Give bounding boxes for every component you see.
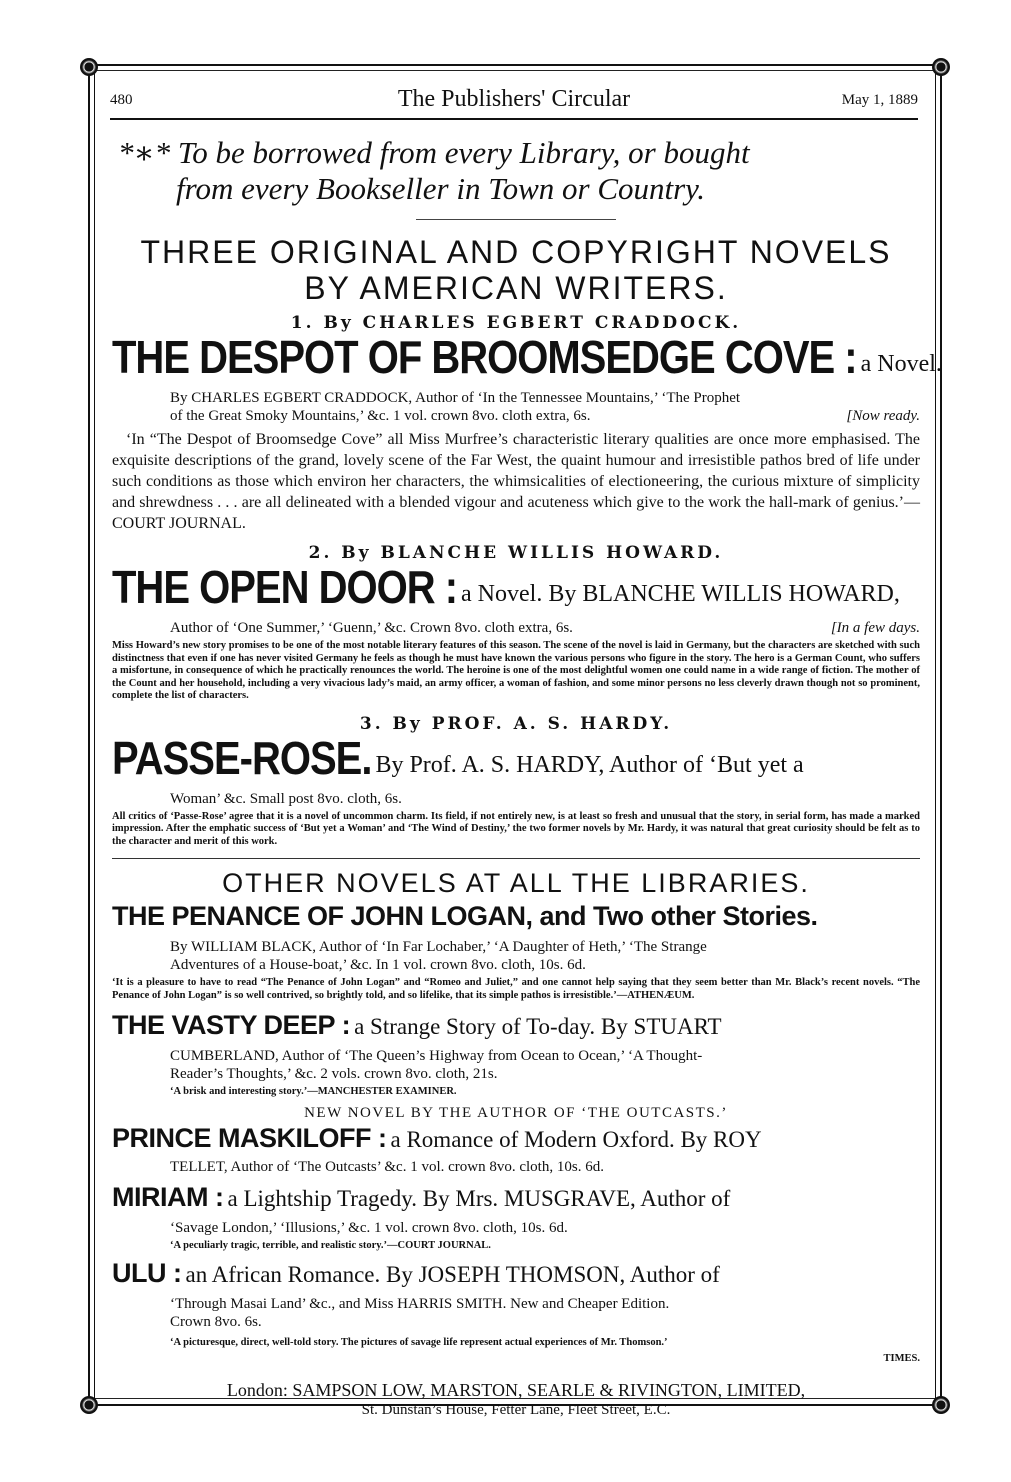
right-border-inner xyxy=(935,60,936,1412)
running-header xyxy=(110,86,918,114)
divider xyxy=(112,858,920,859)
book-3-title-line xyxy=(112,733,920,790)
book-2-review: Miss Howard’s new story promises to be one of the most notable literary features of this season. The scene of the novel is laid in Germany, but the characters are sketched with such distinctness that even if one has never visited Germany he feels as though he must have known the various persons who figure in the story. The hero is a German Count, who suffers a misfortune, in consequence of which he practically renounces the world. The heroine is one of the most delightful women one could name in a wide range of fiction. The mother of the Count and her household, including a very vivacious lady’s maid, an army officer, a woman of fashion, and some minor persons no less cleverly drawn though not so prominent, complete the list of characters. xyxy=(112,640,920,701)
vasty-title-line xyxy=(112,1008,920,1047)
maskiloff-title-suffix: a Romance of Modern Oxford. By ROY xyxy=(390,1126,762,1152)
issue-date: May 1, 1889 xyxy=(841,92,918,108)
ulu-title-line xyxy=(112,1256,920,1295)
miriam-title: MIRIAM : xyxy=(112,1181,224,1212)
book-3-title: PASSE-ROSE. xyxy=(112,733,372,784)
book-3-review: All critics of ‘Passe-Rose’ agree that it is a novel of uncommon charm. Its field, if not entirely new, is at least so fresh and unusual that the story, in serial form, has made a marked impression. After the emphatic success of ‘But yet a Woman’ and ‘The Wind of Destiny,’ the two former novels by Mr. Hardy, it was natural that great curiosity should be felt as to the character and merit of this work. xyxy=(112,810,920,847)
logan-title: THE PENANCE OF JOHN LOGAN, and Two other Stories. xyxy=(112,901,818,931)
miriam-review: ‘A peculiarly tragic, terrible, and realistic story.’—COURT JOURNAL. xyxy=(170,1239,491,1251)
journal-title: The Publishers' Circular xyxy=(397,86,631,112)
corner-ornament-icon xyxy=(80,1396,98,1414)
vasty-title: THE VASTY DEEP : xyxy=(112,1010,351,1040)
book-1-detail-2-row xyxy=(170,407,920,425)
advertisement-body xyxy=(112,135,942,1419)
header-rule xyxy=(110,118,918,120)
divider xyxy=(416,219,616,220)
book-2-availability: [In a few days. xyxy=(830,620,920,636)
book-1-title-suffix: a Novel. xyxy=(860,351,942,377)
book-1-detail-1: By CHARLES EGBERT CRADDOCK, Author of ‘In the Tennessee Mountains,’ ‘The Prophet xyxy=(170,390,741,406)
ulu-review: ‘A picturesque, direct, well-told story. The pictures of savage life represent actual experiences of Mr. Thomson.’ xyxy=(170,1337,668,1348)
book-3-detail: Woman’ &c. Small post 8vo. cloth, 6s. xyxy=(170,790,402,807)
book-2-author-line: 2. By BLANCHE WILLIS HOWARD. xyxy=(308,543,724,563)
publisher-imprint: London: SAMPSON LOW, MARSTON, SEARLE & RIVINGTON, LIMITED, xyxy=(226,1380,806,1400)
corner-ornament-icon xyxy=(80,58,98,76)
page-number: 480 xyxy=(110,92,133,108)
ulu-review-source: TIMES. xyxy=(883,1352,920,1364)
miriam-title-suffix: a Lightship Tragedy. By Mrs. MUSGRAVE, Author of xyxy=(227,1185,731,1211)
publisher-address: St. Dunstan’s House, Fetter Lane, Fleet Street, E.C. xyxy=(361,1402,671,1418)
left-border-outer xyxy=(88,60,90,1412)
logan-title-line xyxy=(112,899,920,938)
book-3-author-line: 3. By PROF. A. S. HARDY. xyxy=(359,713,673,734)
left-border-inner xyxy=(94,60,95,1412)
intro-line-1: *∗* To be borrowed from every Library, or bought xyxy=(118,135,750,170)
vasty-review: ‘A brisk and interesting story.’—MANCHESTER EXAMINER. xyxy=(170,1086,457,1097)
book-1-author-line: 1. By CHARLES EGBERT CRADDOCK. xyxy=(290,313,742,333)
logan-detail-1: By WILLIAM BLACK, Author of ‘In Far Lochaber,’ ‘A Daughter of Heth,’ ‘The Strange xyxy=(170,939,707,955)
book-3-title-suffix: By Prof. A. S. HARDY, Author of ‘But yet a xyxy=(375,751,804,778)
outcasts-line: NEW NOVEL BY THE AUTHOR OF ‘THE OUTCASTS.’ xyxy=(304,1104,728,1121)
maskiloff-title: PRINCE MASKILOFF : xyxy=(112,1122,387,1153)
book-2-title-line xyxy=(112,562,920,619)
top-border-rule xyxy=(90,64,940,66)
maskiloff-title-line xyxy=(112,1123,920,1158)
section-heading-line-1: THREE ORIGINAL AND COPYRIGHT NOVELS xyxy=(140,234,892,270)
intro-line-2: from every Bookseller in Town or Country. xyxy=(176,171,705,206)
section-heading-line-2: BY AMERICAN WRITERS. xyxy=(304,270,728,306)
right-border-outer xyxy=(940,60,942,1412)
book-1-detail-2: of the Great Smoky Mountains,’ &c. 1 vol. crown 8vo. cloth extra, 6s. xyxy=(170,408,591,424)
ulu-title: ULU : xyxy=(112,1258,182,1288)
section-2-heading: OTHER NOVELS AT ALL THE LIBRARIES. xyxy=(222,868,810,898)
book-1-availability: [Now ready. xyxy=(846,408,920,424)
maskiloff-detail: TELLET, Author of ‘The Outcasts’ &c. 1 vol. crown 8vo. cloth, 10s. 6d. xyxy=(170,1158,604,1175)
book-2-detail: Author of ‘One Summer,’ ‘Guenn,’ &c. Crown 8vo. cloth extra, 6s. xyxy=(170,620,573,636)
logan-review: ‘It is a pleasure to have to read “The Penance of John Logan” and “Romeo and Juliet,” and one cannot help saying that they seem better than Mr. Black’s recent novels. “The Penance of John Logan” is so well contrived, so brightly told, and so lifelike, that its simple pathos is irresistible.’—ATHENÆUM. xyxy=(112,977,920,1001)
vasty-detail-2: Reader’s Thoughts,’ &c. 2 vols. crown 8vo. cloth, 21s. xyxy=(170,1066,498,1082)
miriam-title-line xyxy=(112,1180,920,1219)
ulu-detail-2: Crown 8vo. 6s. xyxy=(170,1314,262,1330)
vasty-detail-1: CUMBERLAND, Author of ‘The Queen’s Highway from Ocean to Ocean,’ ‘A Thought- xyxy=(170,1048,703,1064)
top-border-rule-inner xyxy=(90,70,940,71)
book-2-title: THE OPEN DOOR : xyxy=(112,562,458,614)
ulu-title-suffix: an African Romance. By JOSEPH THOMSON, Author of xyxy=(185,1262,720,1287)
book-1-title: THE DESPOT OF BROOMSEDGE COVE : xyxy=(112,332,857,384)
vasty-title-suffix: a Strange Story of To-day. By STUART xyxy=(354,1014,722,1039)
corner-ornament-icon xyxy=(932,1396,950,1414)
book-1-title-line xyxy=(112,332,942,389)
book-1-review: ‘In “The Despot of Broomsedge Cove” all Miss Murfree’s characteristic literary qualities are once more emphasised. The exquisite descriptions of the grand, lovely scene of the Far West, the quaint humour and irresistible pathos bred of life under such conditions as those which environ her characters, the whimsicalities of electioneering, the curious mixture of simplicity and shrewdness . . . are all delineated with a blended vigour and acuteness which give to the work the hall-mark of genius.’—COURT JOURNAL. xyxy=(112,431,920,532)
book-2-title-suffix: a Novel. By BLANCHE WILLIS HOWARD, xyxy=(461,581,900,607)
miriam-detail: ‘Savage London,’ ‘Illusions,’ &c. 1 vol. crown 8vo. cloth, 10s. 6d. xyxy=(170,1219,568,1236)
corner-ornament-icon xyxy=(932,58,950,76)
logan-detail-2: Adventures of a House-boat,’ &c. In 1 vol. crown 8vo. cloth, 10s. 6d. xyxy=(170,957,586,973)
ulu-detail-1: ‘Through Masai Land’ &c., and Miss HARRIS SMITH. New and Cheaper Edition. xyxy=(170,1296,670,1312)
book-2-detail-row xyxy=(170,619,920,637)
